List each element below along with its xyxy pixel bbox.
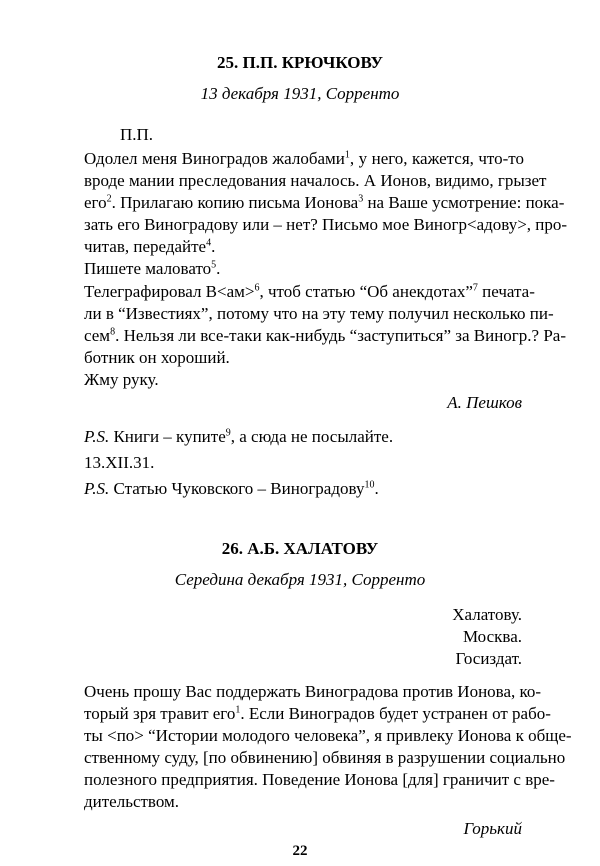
letter1-line: ли в “Известиях”, потому что на эту тему получил несколько пи- bbox=[84, 304, 554, 323]
letter1-signature: А. Пешков bbox=[447, 393, 522, 412]
letter1-line: зать его Виноградову или – нет? Письмо мое Виногр<адову>, про- bbox=[84, 215, 568, 234]
letter1-line: Одолел меня Виноградов жалобами$^1$, у него, кажется, что-то bbox=[84, 149, 524, 168]
letter1-heading: 25. П.П. КРЮЧКОВУ bbox=[217, 53, 383, 72]
letter1-line: ботник он хороший. bbox=[84, 348, 230, 367]
letter1-line: Пишете маловато$^5$. bbox=[84, 259, 221, 278]
letter1-line: Жму руку. bbox=[84, 370, 159, 389]
letter2-signature: Горький bbox=[463, 819, 522, 838]
letter2-line: ты <по> “Истории молодого человека”, я привлеку Ионова к обще- bbox=[84, 726, 572, 745]
letter2-address: Халатову. bbox=[452, 605, 522, 624]
letter1-line: Телеграфировал В<ам>$^6$, чтоб статью “Об анекдотах”$^7$ печата- bbox=[84, 282, 535, 301]
letter1-date: 13.XII.31. bbox=[84, 453, 155, 472]
letter1-salutation: П.П. bbox=[120, 125, 154, 144]
letter2-line: ственному суду, [по обвинению] обвиняя в разрушении социально bbox=[84, 748, 566, 767]
letter1-line: сем$^8$. Нельзя ли все-таки как-нибудь “заступиться” за Виногр.? Ра- bbox=[84, 326, 566, 345]
letter2-heading: 26. А.Б. ХАЛАТОВУ bbox=[221, 539, 379, 558]
letter1-line: вроде мании преследования началось. А Ионов, видимо, грызет bbox=[84, 171, 547, 190]
letter1-postscript: P.S. Статью Чуковского – Виноградову$^{10}$. bbox=[84, 479, 379, 498]
page-number: 22 bbox=[292, 843, 308, 859]
letter2-line: полезного предприятия. Поведение Ионова [для] граничит с вре- bbox=[84, 770, 555, 789]
letter1-line: читав, передайте$^4$. bbox=[84, 237, 216, 256]
letter2-address: Госиздат. bbox=[455, 649, 522, 668]
letter2-address: Москва. bbox=[462, 627, 522, 646]
letter2-line: Очень прошу Вас поддержать Виноградова против Ионова, ко- bbox=[84, 682, 542, 701]
letter2-dateline: Середина декабря 1931, Сорренто bbox=[174, 570, 426, 589]
letter1-line: его$^2$. Прилагаю копию письма Ионова$^3$ на Ваше усмотрение: пока- bbox=[84, 193, 565, 212]
letter1-postscript: P.S. Книги – купите$^9$, а сюда не посылайте. bbox=[84, 427, 394, 446]
letter1-dateline: 13 декабря 1931, Сорренто bbox=[200, 84, 400, 103]
letter2-line: торый зря травит его$^1$. Если Виноградов будет устранен от рабо- bbox=[84, 704, 551, 723]
letter2-line: дительством. bbox=[84, 792, 180, 811]
